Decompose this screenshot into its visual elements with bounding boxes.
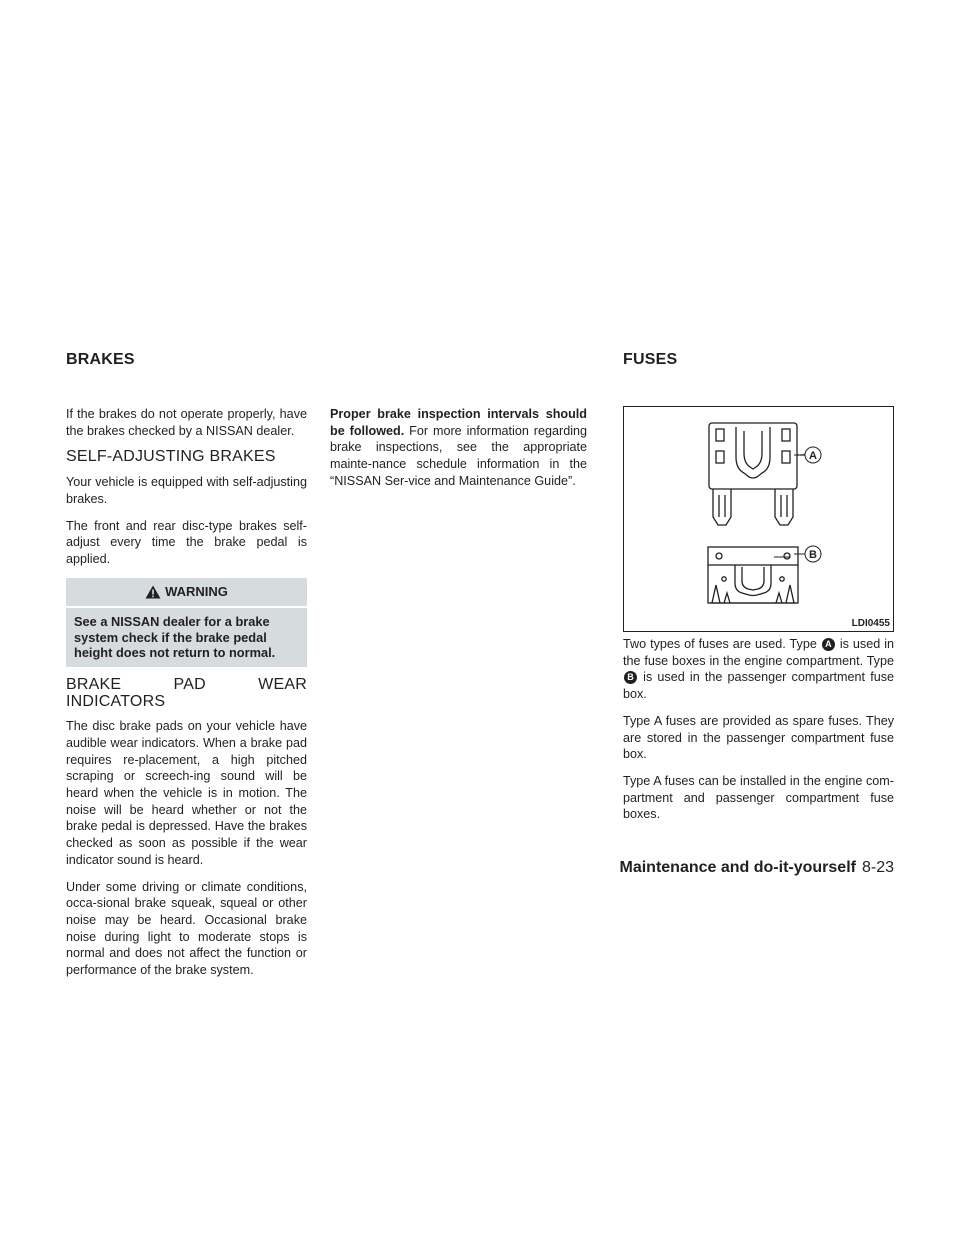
figure-label-b: B bbox=[809, 549, 817, 561]
type-a-marker: A bbox=[822, 638, 835, 651]
warning-header bbox=[66, 578, 307, 609]
fuse-types-paragraph bbox=[623, 636, 894, 703]
pad-wear-p1: The disc brake pads on your vehicle have audible wear indicators. When a brake pad requires re-placement, a high pitched scraping or screech-ing sound will be heard when the vehicle is in motion. The noise will be heard whether or not the brake pedal is depressed. Have the brakes checked as soon as possible if the wear indicator sound is heard. bbox=[66, 719, 307, 867]
fuse-figure bbox=[623, 406, 894, 632]
warning-box bbox=[66, 578, 307, 667]
right-column bbox=[623, 636, 894, 833]
figure-label-a: A bbox=[809, 450, 817, 462]
page-number: 8-23 bbox=[861, 859, 894, 876]
fuse-types-text-1: Two types of fuses are used. Type bbox=[623, 637, 821, 651]
inspection-bold-lead: Proper brake inspection intervals should be followed. bbox=[330, 407, 587, 438]
fuse-types-text-3: is used in the passenger compartment fuse box. bbox=[623, 670, 894, 702]
warning-icon bbox=[145, 585, 161, 599]
inspection-paragraph bbox=[330, 406, 587, 490]
middle-column bbox=[330, 406, 587, 500]
self-adjusting-p1: Your vehicle is equipped with self-adjusting brakes. bbox=[66, 475, 307, 506]
section-heading-fuses: FUSES bbox=[623, 351, 678, 368]
figure-code: LDI0455 bbox=[851, 618, 890, 629]
type-b-marker: B bbox=[624, 671, 637, 684]
left-column bbox=[66, 406, 307, 989]
inspection-rest: For more information regarding brake inspections, see the appropriate mainte-nance schedule information in the “NISSAN Ser-vice and Maintenance Guide”. bbox=[330, 423, 588, 488]
warning-title: WARNING bbox=[165, 583, 228, 599]
self-adjusting-p2: The front and rear disc-type brakes self-adjust every time the brake pedal is applied. bbox=[66, 518, 307, 566]
spare-fuses-paragraph: Type A fuses are provided as spare fuses. They are stored in the passenger compartment fuse box. bbox=[623, 713, 894, 762]
pad-wear-p2: Under some driving or climate conditions, occa-sional brake squeak, squeal or other noise may be heard. Occasional brake noise during light to moderate stops is normal and does not affect the function or performance of the brake system. bbox=[66, 879, 307, 978]
type-a-install-paragraph: Type A fuses can be installed in the engine com-partment and passenger compartment fuse boxes. bbox=[623, 773, 894, 822]
fuse-illustration bbox=[624, 407, 893, 631]
footer-section-title: Maintenance and do-it-yourself bbox=[619, 859, 856, 876]
fuse-types-text-2: is used in the fuse boxes in the engine compartment. Type bbox=[623, 637, 895, 668]
intro-paragraph: If the brakes do not operate properly, have the brakes checked by a NISSAN dealer. bbox=[66, 407, 307, 438]
pad-wear-heading: BRAKE PAD WEAR INDICATORS bbox=[66, 675, 307, 710]
section-heading-brakes: BRAKES bbox=[66, 351, 135, 368]
self-adjusting-heading: SELF-ADJUSTING BRAKES bbox=[66, 448, 276, 466]
page-footer bbox=[620, 859, 895, 877]
warning-text: See a NISSAN dealer for a brake system check if the brake pedal height does not return to normal. bbox=[74, 614, 276, 661]
